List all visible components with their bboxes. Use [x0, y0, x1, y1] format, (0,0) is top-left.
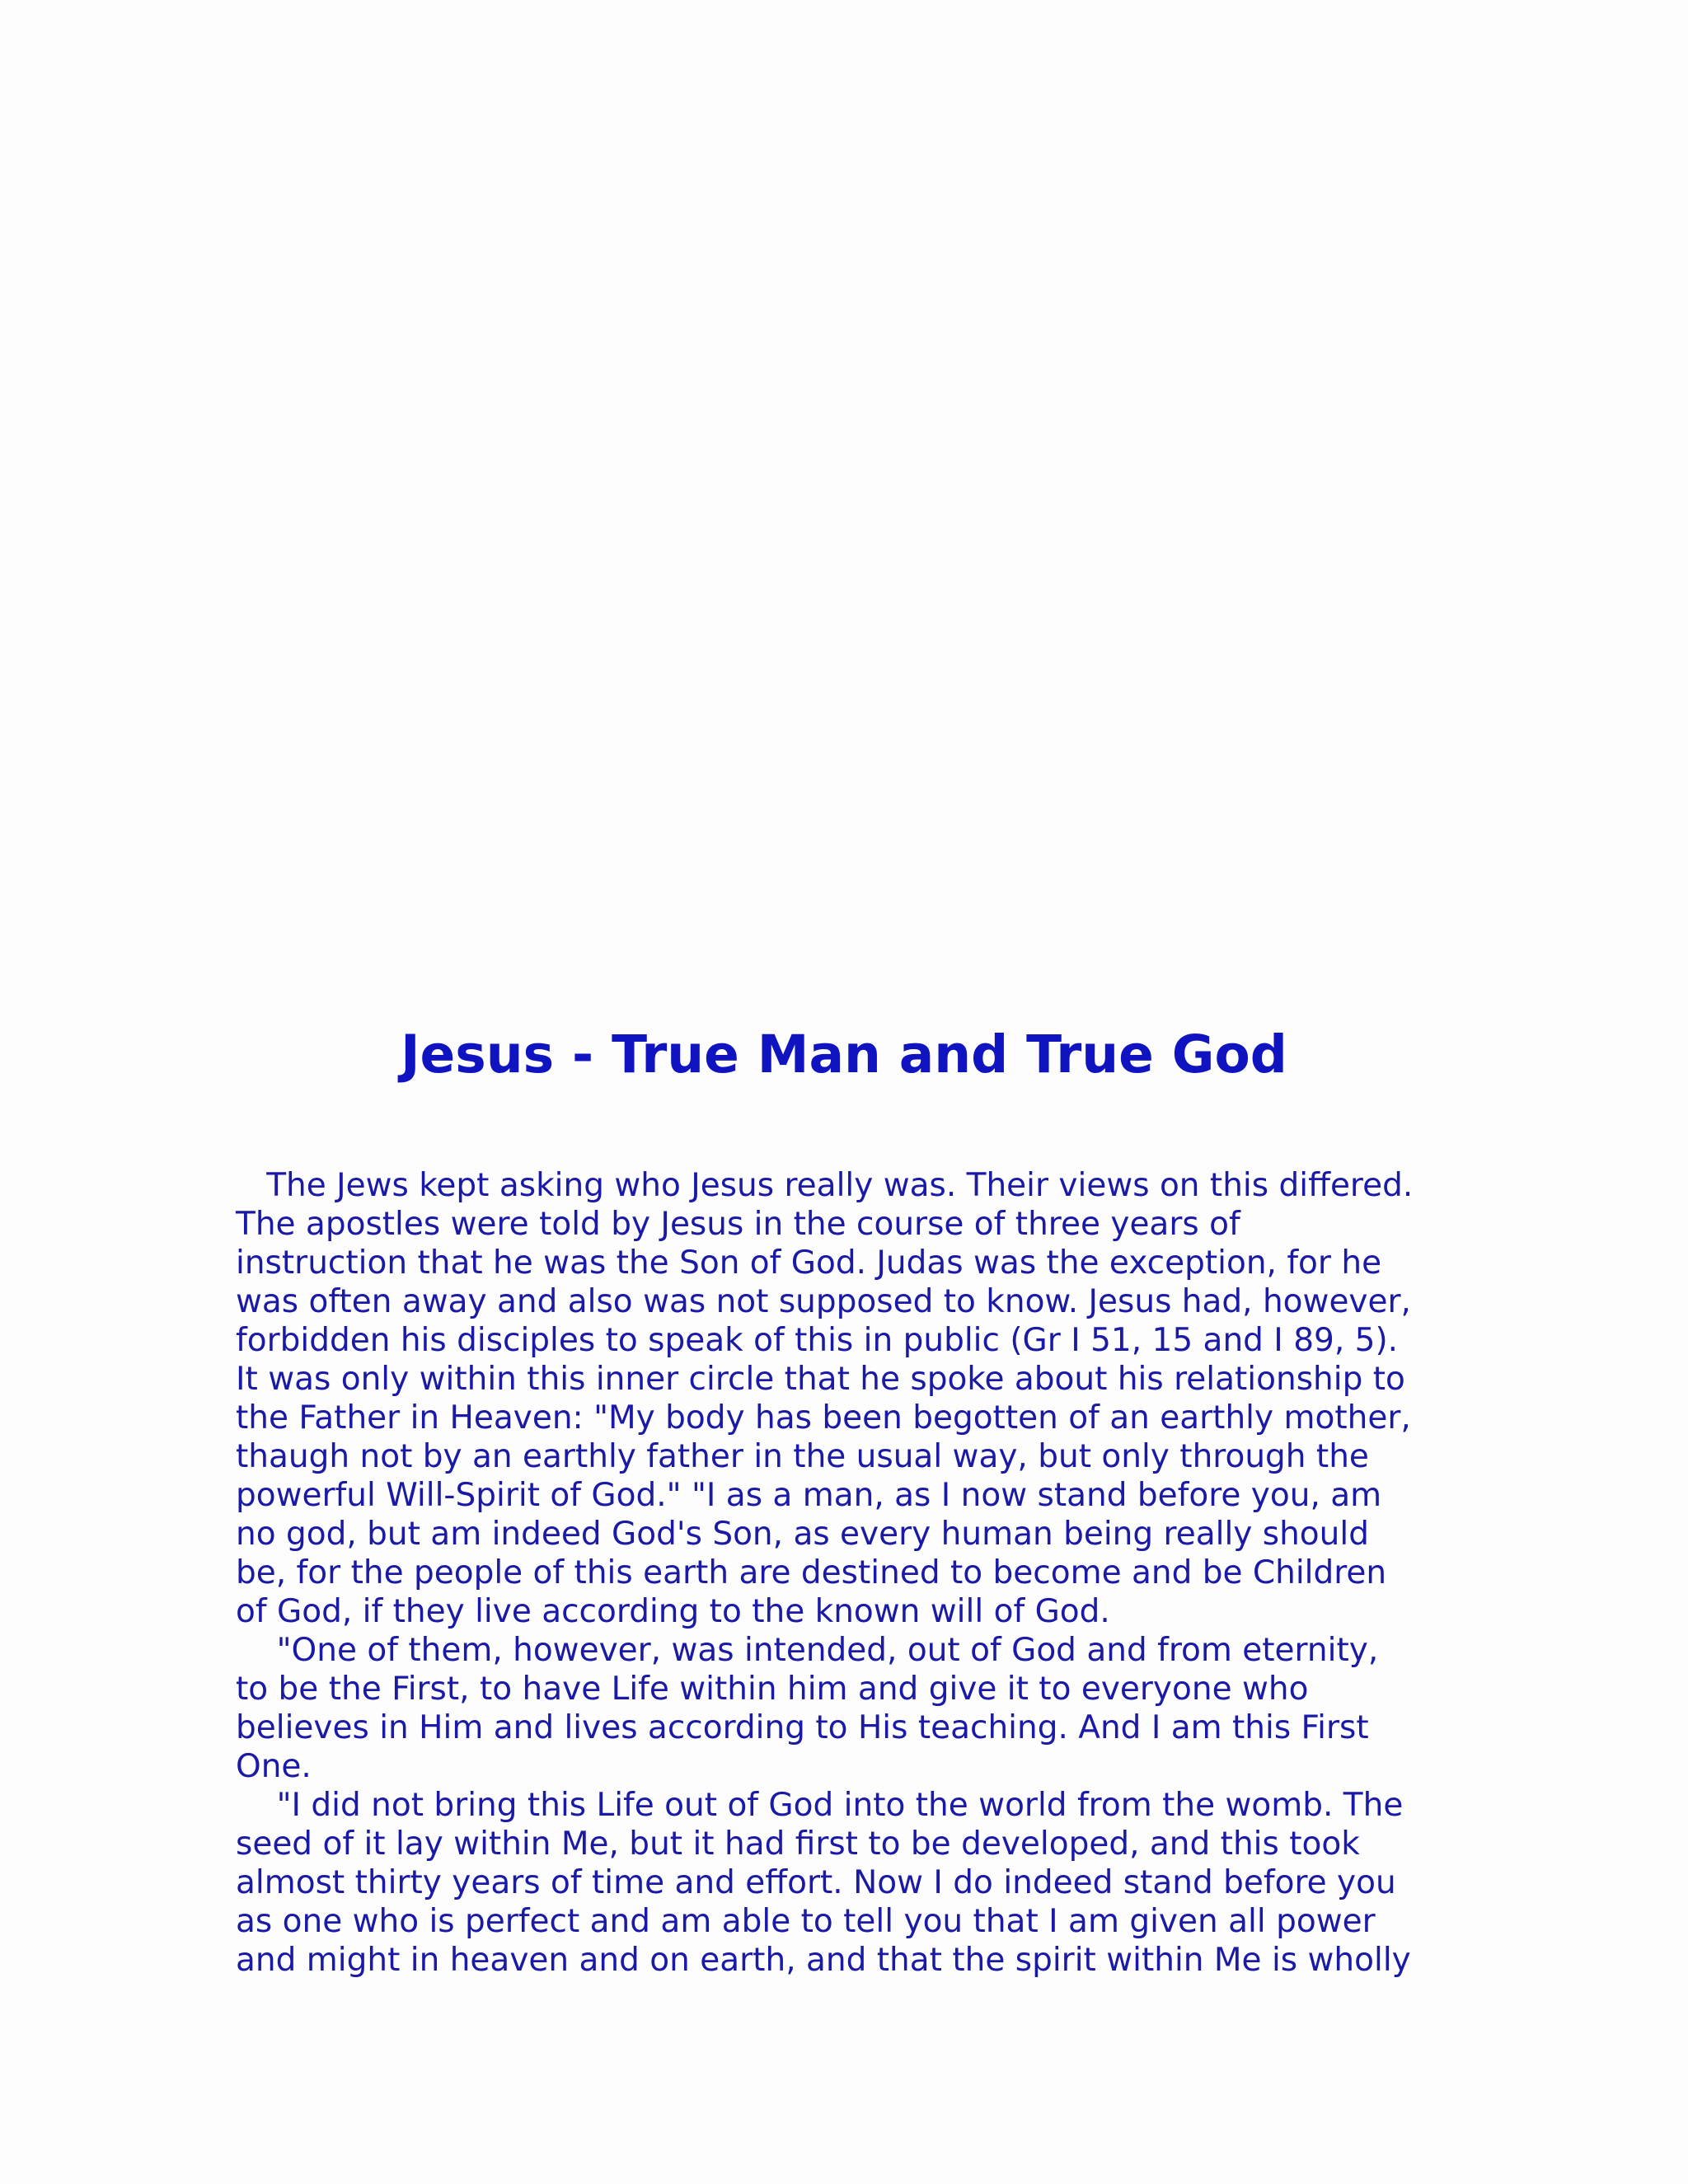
text-line: no god, but am indeed God's Son, as every human being really should: [236, 1516, 1369, 1553]
text-line: thaugh not by an earthly father in the usual way, but only through the: [236, 1438, 1369, 1475]
text-line: One.: [236, 1748, 312, 1785]
text-line: It was only within this inner circle that he spoke about his relationship to: [236, 1361, 1405, 1398]
text-line: "I did not bring this Life out of God into the world from the womb. The: [236, 1787, 1404, 1824]
text-line: "One of them, however, was intended, out of God and from eternity,: [236, 1632, 1379, 1669]
text-line: forbidden his disciples to speak of this in public (Gr I 51, 15 and I 89, 5).: [236, 1322, 1399, 1359]
text-line: almost thirty years of time and effort. Now I do indeed stand before you: [236, 1864, 1396, 1901]
text-line: to be the First, to have Life within him and give it to everyone who: [236, 1671, 1309, 1708]
text-line: believes in Him and lives according to His teaching. And I am this First: [236, 1709, 1369, 1746]
page-title: Jesus - True Man and True God: [401, 1024, 1287, 1085]
text-line: of God, if they live according to the known will of God.: [236, 1593, 1110, 1630]
text-line: as one who is perfect and am able to tell you that I am given all power: [236, 1903, 1376, 1940]
text-line: and might in heaven and on earth, and that the spirit within Me is wholly: [236, 1942, 1411, 1979]
text-line: be, for the people of this earth are destined to become and be Children: [236, 1554, 1387, 1591]
text-line: was often away and also was not supposed to know. Jesus had, however,: [236, 1283, 1411, 1320]
text-line: powerful Will-Spirit of God." "I as a man, as I now stand before you, am: [236, 1477, 1382, 1514]
text-line: instruction that he was the Son of God. Judas was the exception, for he: [236, 1244, 1382, 1282]
text-line: seed of it lay within Me, but it had first to be developed, and this took: [236, 1825, 1360, 1863]
text-line: the Father in Heaven: "My body has been begotten of an earthly mother,: [236, 1399, 1411, 1436]
text-line: The Jews kept asking who Jesus really was. Their views on this differed.: [236, 1167, 1414, 1204]
body-text: [236, 1166, 1456, 1980]
text-line: The apostles were told by Jesus in the course of three years of: [236, 1206, 1240, 1243]
